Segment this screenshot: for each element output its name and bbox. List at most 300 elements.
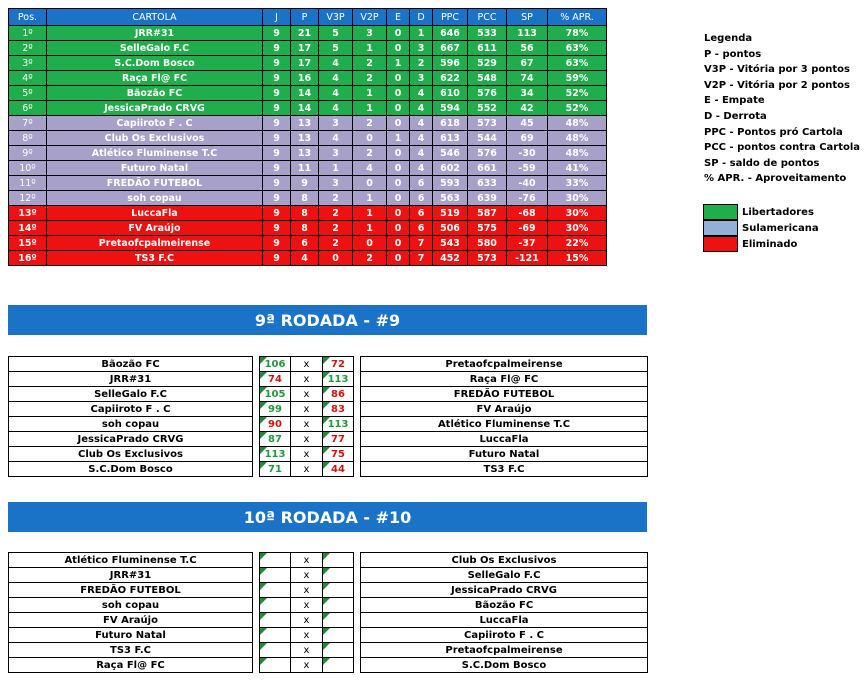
match-away-team: Raça Fl@ FC [361, 372, 648, 387]
match-gap [354, 643, 361, 658]
match-gap [253, 372, 260, 387]
match-home-team: S.C.Dom Bosco [9, 462, 253, 477]
match-row [9, 658, 648, 673]
match-row [9, 598, 648, 613]
standings-cell-v2p: 1 [353, 191, 387, 206]
standings-cell-apr: 48% [548, 131, 607, 146]
standings-cell-d: 4 [410, 131, 433, 146]
match-home-score: 99 [260, 402, 291, 417]
standings-cell-e: 0 [387, 221, 410, 236]
legend-item: P - pontos [704, 48, 762, 60]
legend-item: SP - saldo de pontos [704, 157, 820, 169]
standings-cell-team: Futuro Natal [47, 161, 263, 176]
standings-cell-pos: 1º [9, 26, 47, 41]
match-gap [354, 598, 361, 613]
zone-label: Libertadores [742, 206, 814, 218]
match-home-score [260, 658, 291, 673]
match-away-team: Futuro Natal [361, 447, 648, 462]
col-header-sp: SP [507, 9, 548, 26]
match-gap [354, 553, 361, 568]
match-gap [253, 402, 260, 417]
match-away-score: 75 [323, 447, 354, 462]
match-versus: x [291, 628, 323, 643]
col-header-e: E [387, 9, 410, 26]
match-gap [253, 387, 260, 402]
standings-cell-e: 0 [387, 71, 410, 86]
standings-cell-pcc: 548 [468, 71, 507, 86]
standings-cell-j: 9 [263, 41, 291, 56]
match-versus: x [291, 372, 323, 387]
standings-cell-apr: 30% [548, 206, 607, 221]
standings-cell-sp: -76 [507, 191, 548, 206]
match-away-score [323, 628, 354, 643]
legend-item: PCC - pontos contra Cartola [704, 142, 861, 154]
standings-cell-v3p: 4 [319, 56, 353, 71]
standings-cell-p: 21 [291, 26, 319, 41]
match-away-team: SelleGalo F.C [361, 568, 648, 583]
zone-swatch [703, 220, 738, 236]
standings-cell-apr: 59% [548, 71, 607, 86]
col-header-apr: % APR. [548, 9, 607, 26]
standings-cell-j: 9 [263, 116, 291, 131]
standings-cell-team: soh copau [47, 191, 263, 206]
standings-cell-p: 13 [291, 116, 319, 131]
standings-cell-pos: 9º [9, 146, 47, 161]
match-versus: x [291, 613, 323, 628]
standings-cell-ppc: 506 [433, 221, 468, 236]
standings-row [9, 56, 607, 71]
standings-cell-j: 9 [263, 236, 291, 251]
standings-cell-e: 0 [387, 236, 410, 251]
standings-cell-d: 1 [410, 26, 433, 41]
standings-cell-v2p: 1 [353, 101, 387, 116]
match-gap [354, 372, 361, 387]
match-row [9, 432, 648, 447]
match-home-score: 113 [260, 447, 291, 462]
standings-cell-pcc: 573 [468, 251, 507, 266]
standings-cell-sp: 67 [507, 56, 548, 71]
standings-cell-j: 9 [263, 26, 291, 41]
match-row [9, 417, 648, 432]
match-gap [253, 357, 260, 372]
standings-cell-v3p: 3 [319, 176, 353, 191]
standings-cell-d: 6 [410, 191, 433, 206]
match-row [9, 372, 648, 387]
match-home-team: soh copau [9, 417, 253, 432]
standings-cell-pcc: 633 [468, 176, 507, 191]
match-away-team: S.C.Dom Bosco [361, 658, 648, 673]
match-away-score [323, 643, 354, 658]
standings-cell-pos: 7º [9, 116, 47, 131]
match-away-score [323, 553, 354, 568]
match-gap [253, 553, 260, 568]
standings-cell-d: 6 [410, 221, 433, 236]
match-gap [253, 628, 260, 643]
standings-header-row [9, 9, 607, 26]
standings-row [9, 221, 607, 236]
standings-cell-sp: -69 [507, 221, 548, 236]
standings-cell-v3p: 4 [319, 71, 353, 86]
standings-cell-ppc: 646 [433, 26, 468, 41]
standings-cell-team: Raça Fl@ FC [47, 71, 263, 86]
standings-cell-pos: 4º [9, 71, 47, 86]
standings-cell-apr: 15% [548, 251, 607, 266]
match-away-team: TS3 F.C [361, 462, 648, 477]
standings-body [9, 26, 607, 266]
standings-cell-pcc: 533 [468, 26, 507, 41]
standings-cell-apr: 52% [548, 101, 607, 116]
col-header-j: J [263, 9, 291, 26]
standings-cell-pos: 3º [9, 56, 47, 71]
standings-cell-v2p: 4 [353, 161, 387, 176]
standings-cell-pcc: 575 [468, 221, 507, 236]
standings-cell-d: 6 [410, 206, 433, 221]
match-versus: x [291, 357, 323, 372]
standings-cell-ppc: 594 [433, 101, 468, 116]
match-row [9, 462, 648, 477]
standings-row [9, 251, 607, 266]
standings-cell-p: 8 [291, 221, 319, 236]
standings-cell-pcc: 544 [468, 131, 507, 146]
standings-cell-team: Atlético Fluminense T.C [47, 146, 263, 161]
match-versus: x [291, 553, 323, 568]
standings-cell-d: 4 [410, 86, 433, 101]
standings-row [9, 131, 607, 146]
standings-cell-e: 1 [387, 131, 410, 146]
standings-cell-p: 8 [291, 191, 319, 206]
match-gap [354, 417, 361, 432]
match-home-score [260, 583, 291, 598]
standings-header [9, 9, 607, 26]
match-home-score: 90 [260, 417, 291, 432]
standings-cell-v2p: 0 [353, 236, 387, 251]
standings-cell-team: JessicaPrado CRVG [47, 101, 263, 116]
standings-cell-v3p: 4 [319, 86, 353, 101]
standings-cell-team: FV Araújo [47, 221, 263, 236]
match-row [9, 447, 648, 462]
standings-cell-ppc: 593 [433, 176, 468, 191]
standings-cell-e: 1 [387, 56, 410, 71]
standings-cell-ppc: 618 [433, 116, 468, 131]
zone-label: Sulamericana [742, 222, 819, 234]
match-away-score [323, 568, 354, 583]
standings-cell-v3p: 1 [319, 161, 353, 176]
col-header-v3p: V3P [319, 9, 353, 26]
standings-cell-j: 9 [263, 86, 291, 101]
standings-cell-j: 9 [263, 56, 291, 71]
col-header-v2p: V2P [353, 9, 387, 26]
standings-row [9, 206, 607, 221]
standings-cell-d: 6 [410, 176, 433, 191]
standings-cell-v3p: 5 [319, 41, 353, 56]
standings-cell-apr: 48% [548, 146, 607, 161]
match-home-team: soh copau [9, 598, 253, 613]
standings-cell-v3p: 0 [319, 251, 353, 266]
match-versus: x [291, 658, 323, 673]
match-away-score: 44 [323, 462, 354, 477]
match-row [9, 628, 648, 643]
standings-cell-team: TS3 F.C [47, 251, 263, 266]
match-home-score: 105 [260, 387, 291, 402]
standings-cell-sp: 69 [507, 131, 548, 146]
standings-row [9, 176, 607, 191]
match-home-score: 74 [260, 372, 291, 387]
standings-cell-p: 17 [291, 56, 319, 71]
standings-cell-pos: 5º [9, 86, 47, 101]
standings-cell-apr: 48% [548, 116, 607, 131]
match-away-score [323, 583, 354, 598]
standings-cell-pos: 10º [9, 161, 47, 176]
standings-cell-apr: 63% [548, 41, 607, 56]
zone-legend-item [703, 204, 819, 220]
standings-cell-p: 11 [291, 161, 319, 176]
standings-cell-sp: 74 [507, 71, 548, 86]
standings-cell-ppc: 519 [433, 206, 468, 221]
standings-cell-d: 4 [410, 161, 433, 176]
match-home-score: 106 [260, 357, 291, 372]
standings-cell-p: 9 [291, 176, 319, 191]
match-home-team: Club Os Exclusivos [9, 447, 253, 462]
standings-cell-j: 9 [263, 161, 291, 176]
standings-cell-v3p: 2 [319, 236, 353, 251]
standings-cell-e: 0 [387, 41, 410, 56]
standings-cell-v2p: 2 [353, 251, 387, 266]
match-versus: x [291, 462, 323, 477]
match-row [9, 402, 648, 417]
standings-cell-ppc: 622 [433, 71, 468, 86]
match-away-score [323, 613, 354, 628]
match-home-team: Futuro Natal [9, 628, 253, 643]
standings-cell-j: 9 [263, 131, 291, 146]
standings-cell-v2p: 0 [353, 131, 387, 146]
standings-cell-pos: 2º [9, 41, 47, 56]
match-gap [354, 583, 361, 598]
match-away-team: LuccaFla [361, 613, 648, 628]
match-gap [253, 432, 260, 447]
match-gap [253, 447, 260, 462]
standings-cell-apr: 63% [548, 56, 607, 71]
standings-cell-p: 4 [291, 251, 319, 266]
match-home-score [260, 568, 291, 583]
match-home-team: SelleGalo F.C [9, 387, 253, 402]
match-home-score [260, 613, 291, 628]
standings-cell-team: FREDÃO FUTEBOL [47, 176, 263, 191]
match-gap [354, 432, 361, 447]
standings-table [8, 8, 607, 266]
standings-cell-team: Bãozão FC [47, 86, 263, 101]
zone-swatch [703, 204, 738, 220]
standings-cell-pcc: 576 [468, 146, 507, 161]
match-away-score: 113 [323, 417, 354, 432]
match-row [9, 583, 648, 598]
standings-cell-pos: 6º [9, 101, 47, 116]
standings-cell-pcc: 576 [468, 86, 507, 101]
match-versus: x [291, 387, 323, 402]
standings-cell-sp: 56 [507, 41, 548, 56]
standings-row [9, 236, 607, 251]
standings-cell-pcc: 639 [468, 191, 507, 206]
standings-cell-v3p: 4 [319, 131, 353, 146]
standings-cell-p: 16 [291, 71, 319, 86]
match-versus: x [291, 643, 323, 658]
standings-cell-j: 9 [263, 146, 291, 161]
match-gap [253, 658, 260, 673]
match-away-score [323, 658, 354, 673]
match-away-team: FREDÃO FUTEBOL [361, 387, 648, 402]
standings-cell-p: 13 [291, 131, 319, 146]
match-gap [354, 387, 361, 402]
col-header-pos: Pos. [9, 9, 47, 26]
standings-cell-d: 4 [410, 116, 433, 131]
match-gap [354, 402, 361, 417]
standings-cell-ppc: 613 [433, 131, 468, 146]
standings-cell-d: 2 [410, 56, 433, 71]
standings-cell-apr: 30% [548, 221, 607, 236]
round-9-matches [8, 356, 648, 477]
standings-cell-team: Capiiroto F . C [47, 116, 263, 131]
standings-cell-pos: 8º [9, 131, 47, 146]
standings-row [9, 146, 607, 161]
standings-cell-e: 0 [387, 26, 410, 41]
match-home-team: Capiiroto F . C [9, 402, 253, 417]
standings-cell-ppc: 602 [433, 161, 468, 176]
match-gap [354, 658, 361, 673]
standings-cell-j: 9 [263, 206, 291, 221]
match-home-team: JessicaPrado CRVG [9, 432, 253, 447]
match-row [9, 387, 648, 402]
standings-cell-v3p: 2 [319, 221, 353, 236]
standings-cell-pos: 11º [9, 176, 47, 191]
match-home-team: JRR#31 [9, 568, 253, 583]
zone-legend-item [703, 236, 819, 252]
standings-cell-v3p: 2 [319, 191, 353, 206]
match-away-team: Club Os Exclusivos [361, 553, 648, 568]
standings-cell-v2p: 2 [353, 146, 387, 161]
match-row [9, 643, 648, 658]
standings-cell-sp: -37 [507, 236, 548, 251]
standings-cell-e: 0 [387, 116, 410, 131]
standings-cell-ppc: 563 [433, 191, 468, 206]
standings-cell-j: 9 [263, 191, 291, 206]
standings-cell-pos: 16º [9, 251, 47, 266]
standings-cell-ppc: 610 [433, 86, 468, 101]
standings-cell-v2p: 2 [353, 71, 387, 86]
legend-title: Legenda [704, 33, 753, 44]
round-10-matches [8, 552, 648, 673]
standings-row [9, 71, 607, 86]
standings-cell-v2p: 1 [353, 206, 387, 221]
standings-cell-e: 0 [387, 146, 410, 161]
standings-row [9, 116, 607, 131]
standings-cell-sp: 42 [507, 101, 548, 116]
legend-item: V2P - Vitória por 2 pontos [704, 79, 851, 91]
standings-cell-team: JRR#31 [47, 26, 263, 41]
standings-cell-pcc: 552 [468, 101, 507, 116]
match-home-team: Raça Fl@ FC [9, 658, 253, 673]
standings-cell-v2p: 1 [353, 86, 387, 101]
col-header-p: P [291, 9, 319, 26]
standings-row [9, 41, 607, 56]
match-gap [354, 357, 361, 372]
standings-row [9, 86, 607, 101]
match-row [9, 568, 648, 583]
standings-cell-v3p: 3 [319, 116, 353, 131]
standings-cell-apr: 52% [548, 86, 607, 101]
standings-cell-v2p: 0 [353, 176, 387, 191]
standings-cell-p: 13 [291, 146, 319, 161]
standings-cell-d: 3 [410, 71, 433, 86]
match-gap [354, 568, 361, 583]
standings-cell-d: 4 [410, 101, 433, 116]
match-home-score: 71 [260, 462, 291, 477]
match-away-score: 83 [323, 402, 354, 417]
match-home-team: FV Araújo [9, 613, 253, 628]
match-home-score [260, 628, 291, 643]
match-away-score: 113 [323, 372, 354, 387]
match-gap [253, 643, 260, 658]
legend-item: E - Empate [704, 95, 765, 107]
zone-swatch [703, 236, 738, 252]
match-home-score [260, 598, 291, 613]
match-away-team: Pretaofcpalmeirense [361, 643, 648, 658]
standings-cell-p: 14 [291, 101, 319, 116]
standings-cell-v2p: 2 [353, 116, 387, 131]
standings-cell-e: 0 [387, 176, 410, 191]
col-header-cartola: CARTOLA [47, 9, 263, 26]
match-versus: x [291, 402, 323, 417]
legend-item: D - Derrota [704, 110, 767, 122]
round-9-header: 9ª RODADA - #9 [8, 305, 647, 335]
standings-cell-ppc: 543 [433, 236, 468, 251]
standings-cell-sp: -59 [507, 161, 548, 176]
standings-cell-pcc: 587 [468, 206, 507, 221]
standings-cell-pcc: 611 [468, 41, 507, 56]
standings-cell-sp: -40 [507, 176, 548, 191]
match-away-score: 72 [323, 357, 354, 372]
standings-cell-sp: -121 [507, 251, 548, 266]
standings-cell-e: 0 [387, 86, 410, 101]
standings-cell-apr: 41% [548, 161, 607, 176]
standings-cell-pos: 13º [9, 206, 47, 221]
standings-cell-pos: 15º [9, 236, 47, 251]
match-home-team: FREDÃO FUTEBOL [9, 583, 253, 598]
standings-cell-j: 9 [263, 101, 291, 116]
legend-items [704, 47, 860, 187]
standings-cell-p: 17 [291, 41, 319, 56]
standings-cell-team: SelleGalo F.C [47, 41, 263, 56]
match-gap [253, 583, 260, 598]
standings-cell-v3p: 5 [319, 26, 353, 41]
round-10-header: 10ª RODADA - #10 [8, 502, 647, 532]
standings-cell-e: 0 [387, 191, 410, 206]
match-away-score: 86 [323, 387, 354, 402]
standings-cell-pcc: 661 [468, 161, 507, 176]
standings-cell-ppc: 546 [433, 146, 468, 161]
match-versus: x [291, 432, 323, 447]
standings-cell-d: 7 [410, 236, 433, 251]
standings-cell-ppc: 596 [433, 56, 468, 71]
match-away-team: LuccaFla [361, 432, 648, 447]
standings-row [9, 191, 607, 206]
standings-cell-pcc: 529 [468, 56, 507, 71]
standings-cell-sp: -30 [507, 146, 548, 161]
standings-cell-v2p: 3 [353, 26, 387, 41]
standings-cell-e: 0 [387, 161, 410, 176]
standings-row [9, 161, 607, 176]
standings-cell-v3p: 3 [319, 146, 353, 161]
match-home-score: 87 [260, 432, 291, 447]
match-home-score [260, 643, 291, 658]
